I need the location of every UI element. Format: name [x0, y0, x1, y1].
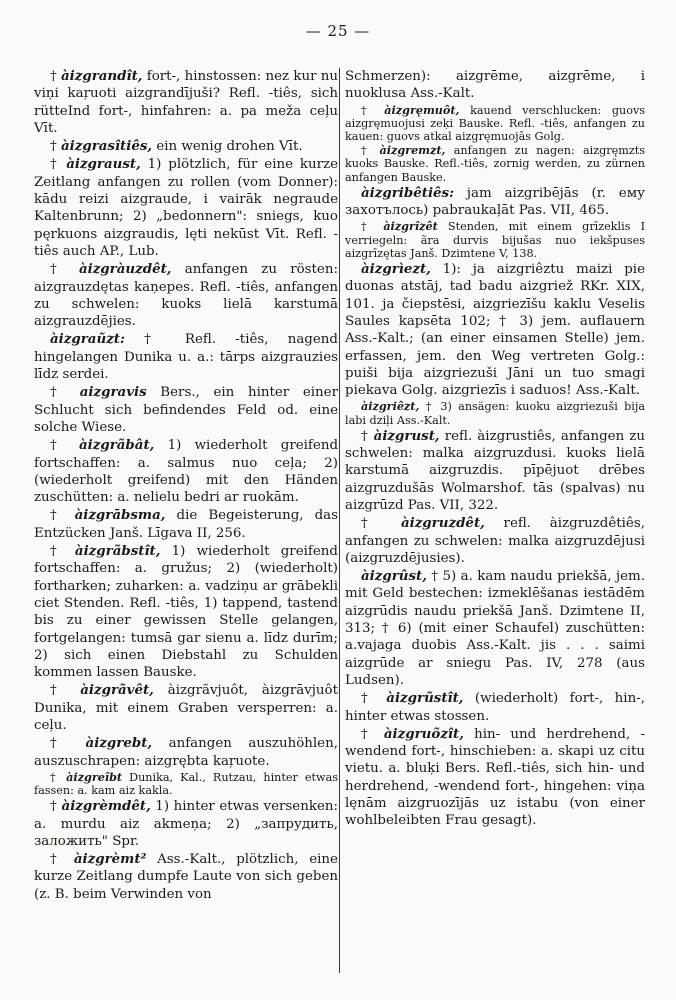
entry-definition: Bers., ein hinter einer Schlucht sich befindendes Feld od. eine solche Wiese. [34, 385, 338, 435]
entry-headword: àizgrèmt² [73, 851, 147, 868]
entry-definition: 1) wiederholt greifend fortschaffen: a. salmus nuo ceļa; 2) (wiederholt greifend) mit den Händen zuschütten: a. nelielu bedri ar ruokām. [34, 438, 339, 506]
entry-definition: Ass.-Kalt., plötzlich, eine kurze Zeitlang dumpfe Laute von sich geben (z. B. beim Verwinden von [34, 852, 338, 902]
dagger-mark: † [361, 103, 374, 117]
dictionary-entry [34, 735, 338, 770]
dagger-mark: † [50, 438, 66, 454]
dagger-mark: † [50, 544, 64, 560]
dagger-mark: † [50, 508, 64, 524]
dictionary-entry [34, 771, 338, 797]
entry-definition: † 3) ansägen: kuoku aizgriezuši bija labi dziļi Ass.-Kalt. [345, 400, 645, 427]
dictionary-entry [34, 543, 338, 681]
entry-definition: anfangen zu rösten: aizgrauzdętas kaņepes. Refl. -tiês, anfangen zu schwelen: kuoks lielā karstumā aizgrauzdējies. [34, 262, 338, 330]
entry-headword: àizgriêzt, [361, 399, 420, 414]
entry-headword: àizgrãvêt, [80, 682, 154, 699]
entry-headword: àizgrìezt, [361, 261, 431, 278]
entry-definition: àizgrãvjuôt, àizgrāvjuôt Dunika, mit einem Graben versperren: a. ceļu. [34, 683, 338, 733]
dictionary-entry [34, 384, 338, 436]
dictionary-entry [345, 68, 645, 103]
dictionary-entry [345, 515, 645, 567]
entry-headword: àizgrũstît, [386, 690, 464, 707]
entry-definition: anfangen auszuhöhlen, auszuschrapen: aizgrębta kaŗuote. [34, 736, 338, 769]
dictionary-entry [345, 261, 645, 399]
entry-definition: 1) plötzlich, für eine kurze Zeitlang anfangen zu rollen (vom Donner): kādu reizi aizgraude, i vairāk negraude Kaltenbrunn; 2) „bedonnern": sniegs, kuo pęrkuons aizgraudis, lęti nekūst Vīt. Refl. -tiês auch AP., Lub. [34, 157, 338, 259]
dagger-mark: † [50, 799, 57, 815]
dictionary-entry [34, 156, 338, 260]
entry-definition: ein wenig drohen Vīt. [156, 139, 303, 155]
entry-headword: àizgràuzdêt, [78, 261, 172, 278]
entry-definition: Dunika, Kal., Rutzau, hinter etwas fassen: a. kam aiz kakla. [34, 770, 338, 798]
entry-headword: àizgrãbât, [78, 437, 155, 454]
entry-headword: àizgrîzêt [383, 219, 438, 234]
dictionary-entry [34, 138, 338, 155]
dagger-mark: † [50, 385, 67, 401]
entry-headword: àizgraũzt: [50, 331, 125, 348]
entry-definition: kauend verschlucken: guovs aizgręmuojusi zeķi Bauske. Refl. -tiês, anfangen zu kauen: guovs atkal aizgręmuojās Golg. [345, 103, 646, 143]
dictionary-entry [34, 331, 338, 383]
entry-headword: àizgrasîtiês, [60, 138, 153, 155]
dagger-mark: † [361, 516, 383, 532]
dictionary-entry [345, 400, 645, 426]
entry-definition: (wiederholt) fort-, hin-, hinter etwas stossen. [345, 691, 645, 724]
dagger-mark: † [361, 144, 372, 158]
entry-headword: àizgremzt, [379, 143, 446, 158]
dictionary-entry [34, 68, 338, 137]
dictionary-entry [345, 220, 645, 260]
entry-definition: 1) hinter etwas versenken: a. murdu aiz akmeņa; 2) „запрудить, заложить" Spr. [34, 799, 338, 849]
dagger-mark: † [361, 220, 374, 234]
entry-definition: † Refl. -tiês, nagend hingelangen Dunika u. a.: tārps aizgrauzies līdz serdei. [34, 332, 339, 383]
entry-definition: Stenden, mit einem grīzeklis I verriegeln: ãra durvis bijušas nuo iekšpuses aizgrīzętas Janš. Dzimtene V, 138. [345, 220, 645, 260]
entry-headword: àizgrèmdêt, [61, 798, 151, 815]
right-column [345, 68, 645, 831]
dagger-mark: † [50, 683, 67, 699]
entry-headword: àizgrābsma, [74, 507, 166, 524]
entry-headword: àizgrûst, [361, 568, 427, 585]
dictionary-entry [34, 261, 338, 330]
dictionary-entry [345, 144, 645, 184]
entry-definition: die Begeisterung, das Entzücken Janš. Līgava II, 256. [34, 508, 339, 541]
dictionary-entry [34, 798, 338, 850]
entry-definition: refl. àizgruzdêtiês, anfangen zu schwelen: malka aizgruzdējusi (aizgruzdējusies). [345, 516, 645, 566]
entry-headword: àizgrãbstît, [74, 543, 161, 560]
left-column [34, 68, 338, 904]
entry-definition: † 5) a. kam naudu priekšā, jem. mit Geld bestechen: izmeklēšanas iestādēm aizgrūdis naudu priekšā Janš. Dzimtene II, 313; † 6) (mit einer Schaufel) zuschütten: a.vajaga duobis Ass.-Kalt. jis . . . saimi aizgrūde ar sniegu Pas. IV, 278 (aus Ludsen). [345, 569, 645, 688]
dagger-mark: † [361, 428, 369, 444]
dictionary-entry [345, 726, 645, 830]
entry-headword: àizgrebt, [85, 735, 153, 752]
dagger-mark: † [50, 69, 57, 84]
entry-headword: aizgravis [79, 384, 147, 401]
entry-headword: àizgruõzît, [383, 725, 464, 742]
dictionary-entry [34, 507, 338, 542]
entry-headword: àizgrandît, [60, 68, 143, 84]
entry-definition: fort-, hinstossen: nez kur nu viņi kaŗuoti aizgrandījuši? Refl. -tiês, sich rütteInd fort-, hinfahren: a. pa meža ceļu Vīt. [34, 69, 338, 136]
dagger-mark: † [50, 139, 57, 155]
entry-headword: àizgribêtiês: [361, 184, 455, 201]
column-divider [339, 68, 340, 973]
entry-headword: àizgraust, [66, 156, 141, 173]
dagger-mark: † [50, 157, 60, 173]
dictionary-entry [34, 851, 338, 903]
entry-definition: jam aizgribējās (r. ему захотълось) pabraukaļāt Pas. VII, 465. [345, 185, 645, 219]
dagger-mark: † [361, 691, 375, 707]
entry-headword: àizgruzdêt, [400, 515, 485, 532]
entry-headword: àizgrust, [373, 427, 440, 444]
dictionary-entry [34, 437, 338, 506]
dictionary-entry [345, 568, 645, 689]
dictionary-entry [345, 690, 645, 725]
dagger-mark: † [50, 262, 66, 278]
dictionary-entry [345, 104, 645, 144]
dagger-mark: † [50, 770, 60, 784]
dagger-mark: † [50, 852, 64, 868]
entry-definition: Schmerzen): aizgrēme, aizgrēme, i nuoklusa Ass.-Kalt. [345, 69, 645, 102]
dictionary-entry [34, 682, 338, 734]
entry-definition: anfangen zu nagen: aizgręmzts kuoks Bauske. Refl.-tiês, zornig werden, zu zürnen anfangen Bauske. [345, 144, 645, 184]
entry-headword: àizgręmuôt, [384, 102, 460, 117]
entry-definition: 1) wiederholt greifend fortschaffen: a. gružus; 2) (wiederholt) fortharken; zuharken: a. vadziņu ar grābekli ciet Stenden. Refl. -tiês, 1) tappend, tastend bis zu einer gewissen Stelle gelangen, fortgelangen: tumsā gar sienu a. līdz durīm; 2) sich einen Diebstahl zu Schulden kommen lassen Bauske. [34, 544, 338, 681]
entry-headword: àizgreîbt [66, 769, 123, 784]
entry-definition: hin- und herdrehend, -wendend fort-, hinschieben: a. skapi uz citu vietu. a. bluķi Bers. Refl.-tiês, sich hin- und herdrehend, -wendend fort-, hingehen: viņa lęnām aizgruozījās uz istabu (von einer wohlbeleibten Frau gesagt). [345, 726, 645, 829]
entry-definition: refl. àizgrustiês, anfangen zu schwelen: malka aizgruzdusi. kuoks lielā karstumā aizgruzdis. pīpējuot drēbes aizgruzdušās Wolmarshof. tās (spalvas) nu aizgrūzd Pas. VII, 322. [345, 428, 645, 513]
page-number: — 25 — [305, 22, 371, 40]
dagger-mark: † [50, 736, 69, 752]
dagger-mark: † [361, 726, 374, 742]
entry-definition: 1): ja aizgriêztu maizi pie duonas atstāj, tad badu aizgriež RKr. XIX, 101. ja čiepstēsi, aizgriezīšu kaklu Veselis Saules kapsēta 102; † 3) jem. auflauern Ass.-Kalt.; (an einer einsamen Stelle) jem. erfassen, jem. den Weg vertreten Golg.: puiši bija aizgriezuši Jāni un tuo smagi piekava Golg. aizgriezīs i saduos! Ass.-Kalt. [345, 262, 645, 399]
dictionary-entry [345, 185, 645, 220]
dictionary-entry [345, 428, 645, 514]
